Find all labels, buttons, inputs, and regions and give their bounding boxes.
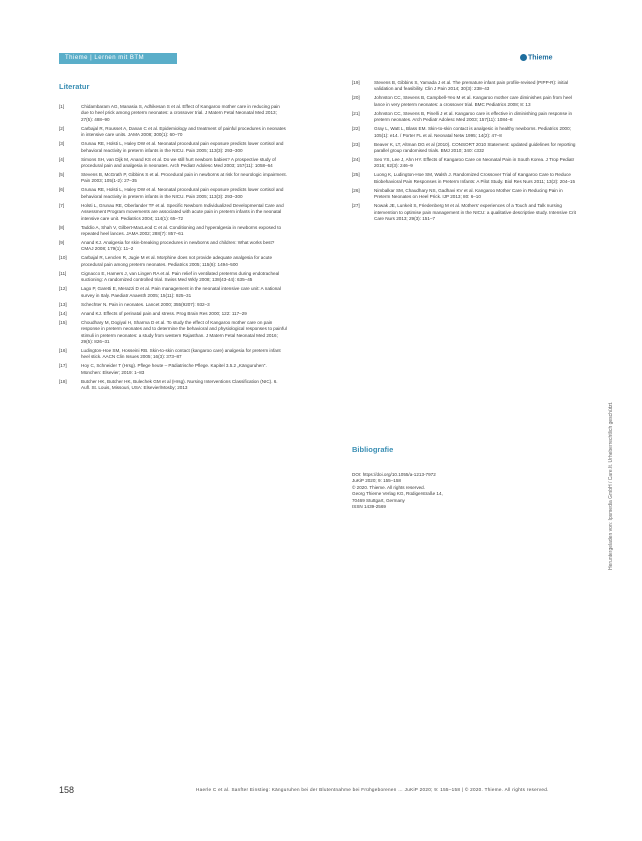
reference-number: [12]: [59, 286, 67, 292]
reference-number: [3]: [59, 141, 65, 147]
reference-text: Schechter N. Pain in neonates. Lancet 2000; 355(9207): 932–3: [81, 301, 210, 307]
reference-item: [352, 80, 580, 93]
reference-number: [24]: [352, 157, 360, 163]
bibliography-block: [352, 472, 582, 510]
reference-item: [59, 126, 287, 139]
reference-item: [59, 203, 287, 222]
reference-number: [5]: [59, 172, 65, 178]
reference-number: [10]: [59, 255, 67, 261]
reference-text: Holsti L, Grunau RE, Oberlander TF et al. Specific Newborn Individualized Developmental Care and Assessment Program movements are associated with acute pain in preterm infants in the neonatal intensive care unit. Pediatrics 2004; 114(1): 65–72: [81, 202, 284, 221]
reference-number: [14]: [59, 310, 67, 316]
reference-text: Cignacco E, Hamers J, van Lingen RA et al. Pain relief in ventilated preterms during endotracheal suctioning: A randomized controlled trial. Swiss Med Wkly 2008; 138(43-44): 635–45: [81, 270, 280, 283]
reference-number: [26]: [352, 187, 360, 193]
reference-number: [15]: [59, 319, 67, 325]
reference-text: Stevens B, Gibbins S, Yamada J et al. The premature infant pain profile-revised (PIPP-R): initial validation and feasibility. Clin J Pain 2014; 30(3): 238–43: [374, 80, 569, 92]
reference-item: [59, 379, 287, 392]
reference-item: [352, 111, 580, 124]
logo-text: Thieme: [528, 54, 553, 62]
reference-number: [17]: [59, 363, 67, 369]
reference-item: [59, 302, 287, 308]
reference-text: Luong K, Ludington-Hoe SM, Walsh J. Randomized Crossover Trial of Kangaroo Care to Reduce Biobehavioral Pain Responses in Preterm Infants: A Pilot Study. Biol Res Nurs 2011; 13(2): 204–15: [374, 172, 576, 184]
reference-text: Beaver K, LT, Altman DG et al (2010). CONSORT 2010 Statement: updated guidelines for reporting parallel group randomised trials. BMJ 2010; 340: c332: [374, 141, 576, 154]
reference-item: [59, 363, 287, 376]
reference-text: Seo YS, Lee J, Ahn HY. Effects of Kangaroo Care on Neonatal Pain in South Korea. J Trop Pediatr 2016; 62(3): 246–9: [374, 157, 575, 169]
reference-text: Grunau RE, Holsti L, Haley DW et al. Neonatal procedural pain exposure predicts lower cortisol and behavioral reactivity in preterm infants in the NICU. Pain 2005; 113(3): 293–300: [81, 187, 284, 199]
reference-text: Gray L, Watt L, Blass EM. Skin-to-skin contact is analgesic in healthy newborns. Pediatrics 2000; 105(1): e14. / Porter FL et al. Neonatal Netw 1995; 14(2): 47–8: [374, 126, 571, 138]
reference-number: [4]: [59, 156, 65, 162]
bibliography-line: 70469 Stuttgart, Germany: [352, 497, 405, 503]
footer-citation: Haerle C et al. Sanfter Einstieg: Känguruhen bei der Blutentnahme bei Frühgeborenen … JuKiP 2020; 9: 155–158 | © 2020. Thieme. All rights reserved.: [196, 787, 549, 792]
bibliography-line: © 2020. Thieme. All rights reserved.: [352, 484, 426, 490]
reference-number: [2]: [59, 125, 65, 131]
reference-text: Nimbalkar SM, Chaudhary NS, Gadhavi KV et al. Kangaroo Mother Care in Reducing Pain in Preterm Neonates on Heel Prick. IJP 2013; 80: 6–10: [374, 187, 563, 200]
reference-item: [59, 240, 287, 253]
reference-item: [59, 348, 287, 361]
reference-text: Johnston CC, Stevens B, Pinelli J et al. Kangaroo care is effective in diminishing pain response in preterm neonates. Arch Pediatr Adolesc Med 2003; 157(11): 1084–8: [374, 110, 573, 123]
reference-item: [59, 320, 287, 346]
reference-item: [352, 157, 580, 170]
reference-item: [59, 311, 287, 317]
reference-text: Nowak JE, Lunkeit S, Friedenberg M et al. Mothers' experiences of a Touch and Talk nursing intervention to optimise pain management in the NICU: a qualitative descriptive study. Intensive Crit Care Nurs 2013; 29(3): 151–7: [374, 203, 576, 222]
reference-item: [352, 172, 580, 185]
bibliography-title: Bibliografie: [352, 445, 394, 454]
reference-item: [352, 188, 580, 201]
reference-item: [59, 104, 287, 123]
publisher-logo: [520, 54, 553, 61]
bibliography-line: ISSN 1439-2569: [352, 504, 386, 510]
reference-text: Stevens B, McGrath P, Gibbins S et al. Procedural pain in newborns at risk for neurologic impairment. Pain 2003; 105(1-2): 27–35: [81, 172, 287, 184]
references-right-column: [352, 80, 580, 225]
reference-text: Choudhary M, Dogiyal H, Sharma D et al. To study the effect of Kangaroo mother care on pain response in preterm neonates and to determine the behavioral and physiological responses to painful stimuli in preterm neonates: a study from western Rajasthan. J Matern Fetal Neonatal Med 2016; 29(5): 826–31: [81, 319, 287, 344]
reference-number: [8]: [59, 224, 65, 230]
page-number: 158: [59, 785, 75, 795]
bibliography-line: DOI: https://doi.org/10.1055/a-1213-7972: [352, 472, 436, 477]
reference-number: [20]: [352, 95, 360, 101]
reference-item: [352, 203, 580, 222]
reference-text: Hoy C, Schneider T (Hrsg). Pflege heute – Pädiatrische Pflege. Kapitel 3.5.2 „Känguruhen“. München: Elsevier; 2019: 1–83: [81, 363, 267, 375]
reference-text: Taddio A, Shah V, Gilbert-MacLeod C et al. Conditioning and hyperalgesia in newborns exposed to repeated heel lances. JAMA 2002; 288(7): 857–61: [81, 224, 282, 237]
reference-text: Butcher HK, Butcher HK, Bulechek GM et al (Hrsg). Nursing Interventions Classification (NIC). 6. Aufl. St. Louis, Missouri, USA: Elsevier/Mosby; 2013: [81, 378, 278, 391]
reference-text: Johnston CC, Stevens B, Campbell-Yeo M et al. Kangaroo mother care diminishes pain from heel lance in very preterm neonates: a crossover trial. BMC Pediatrics 2008; 8: 13: [374, 95, 572, 107]
reference-text: Grunau RE, Holsti L, Haley DW et al. Neonatal procedural pain exposure predicts lower cortisol and behavioral reactivity in preterm infants in the NICU. Pain 2005; 113(3): 293–300: [81, 141, 284, 153]
reference-item: [59, 157, 287, 170]
reference-item: [59, 255, 287, 268]
bibliography-line: Georg Thieme Verlag KG, Rüdigerstraße 14,: [352, 491, 443, 497]
section-label: Thieme | Lernen mit BTM: [59, 53, 177, 64]
reference-text: Carbajal R, Rousset A, Danan C et al. Epidemiology and treatment of painful procedures in neonates in intensive care units. JAMA 2008; 300(1): 60–70: [81, 125, 286, 138]
download-notice: Heruntergeladen von: Ipsmedia GmbH / Care.It. Urheberrechtlich geschützt.: [608, 401, 614, 570]
reference-number: [22]: [352, 126, 360, 132]
reference-number: [27]: [352, 203, 360, 209]
reference-item: [59, 271, 287, 284]
reference-number: [9]: [59, 240, 65, 246]
reference-text: Simons SH, van Dijk M, Anand KS et al. Do we still hurt newborn babies? A prospective study of procedural pain and analgesia in neonates. Arch Pediatr Adolesc Med 2003; 157(11): 1058–64: [81, 156, 276, 169]
reference-item: [352, 126, 580, 139]
reference-text: Lago P, Garetti E, Merazzi D et al. Pain management in the neonatal intensive care unit: A national survey in Italy. Paediatr Anaesth 2005; 15(11): 925–31: [81, 286, 281, 298]
reference-item: [352, 95, 580, 108]
reference-text: Carbajal R, Lenclen R, Jugie M et al. Morphine does not provide adequate analgesia for acute procedural pain among preterm neonates. Pediatrics 2005; 115(6): 1494–500: [81, 255, 273, 267]
reference-item: [59, 141, 287, 154]
reference-text: Anand KJ. Effects of perinatal pain and stress. Prog Brain Res 2000; 122: 117–29: [81, 310, 247, 316]
reference-number: [16]: [59, 347, 67, 353]
reference-item: [59, 187, 287, 200]
reference-number: [18]: [59, 378, 67, 384]
reference-number: [23]: [352, 141, 360, 147]
reference-number: [19]: [352, 80, 360, 85]
reference-number: [11]: [59, 270, 67, 276]
reference-item: [59, 286, 287, 299]
reference-item: [59, 172, 287, 185]
reference-number: [13]: [59, 301, 67, 307]
references-left-column: [59, 104, 287, 394]
reference-number: [1]: [59, 104, 65, 109]
reference-text: Ludington-Hoe SM, Hosseini RB. Skin-to-skin contact (kangaroo care) analgesia for preterm infant heel stick. AACN Clin Issues 2005; 16(3): 373–87: [81, 347, 281, 360]
reference-number: [25]: [352, 172, 360, 178]
reference-number: [7]: [59, 202, 65, 208]
reference-item: [59, 225, 287, 238]
bibliography-line: JuKiP 2020; 9: 155–158: [352, 478, 401, 484]
reference-text: Anand KJ. Analgesia for skin-breaking procedures in newborns and children: What works best? CMAJ 2008; 179(1): 11–2: [81, 240, 275, 252]
reference-item: [352, 142, 580, 155]
logo-icon: [520, 54, 527, 61]
reference-text: Chidambaram AG, Manasia S, Adhikesan S et al. Effect of Kangaroo mother care in reducing pain due to heel prick among preterm neonates: a crossover trial. J Matern Fetal Neonatal Med 2013; 27(5): 488–90: [81, 104, 280, 122]
literature-title: Literatur: [59, 82, 90, 91]
reference-number: [21]: [352, 110, 360, 116]
reference-number: [6]: [59, 187, 65, 193]
